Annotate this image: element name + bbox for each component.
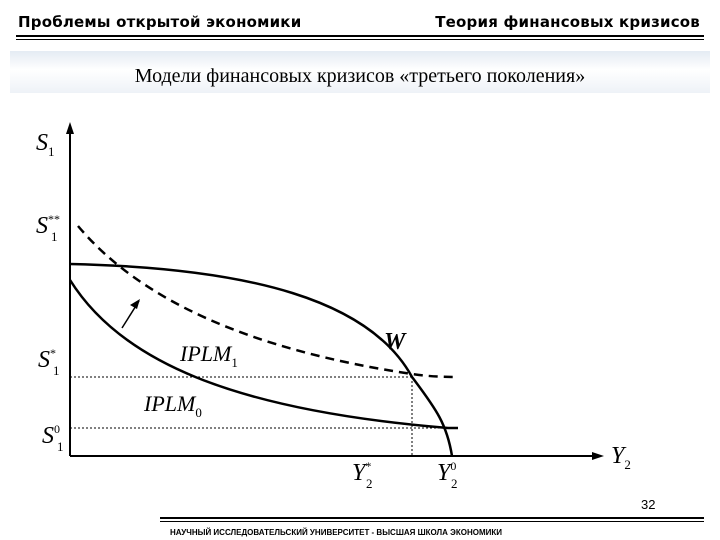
- slide-title: Модели финансовых кризисов «третьего поколения»: [134, 65, 586, 87]
- shift-arrow-head: [130, 299, 140, 309]
- s1-zero-label: $S^0$ 1: [42, 422, 64, 454]
- w-curve: [70, 264, 452, 456]
- iplm1-label: $IPLM_1$: [180, 341, 238, 370]
- page-number: 32: [641, 497, 656, 512]
- s1-star-label: S* 1: [38, 346, 60, 378]
- y-axis-label: $S_1$: [36, 130, 55, 159]
- x-axis-label: $Y_2$: [611, 443, 631, 472]
- y-axis-arrow: [66, 122, 74, 134]
- s1-double-star-label: S** 1: [36, 212, 60, 244]
- iplm0-label: $IPLM_0$: [144, 391, 202, 420]
- header-right-title: Теория финансовых кризисов: [435, 13, 700, 31]
- footer-text: НАУЧНЫЙ ИССЛЕДОВАТЕЛЬСКИЙ УНИВЕРСИТЕТ - ВЫСШАЯ ШКОЛА ЭКОНОМИКИ: [170, 528, 503, 537]
- w-curve-label: W: [384, 329, 406, 355]
- footer-rule: [160, 517, 704, 519]
- header-left-title: Проблемы открытой экономики: [18, 13, 302, 31]
- x-axis-arrow: [592, 452, 604, 460]
- y2-star-label: Y* 2: [352, 459, 373, 491]
- y2-zero-label: $Y^0$ 2: [437, 459, 458, 491]
- footer-rule-thin: [160, 521, 704, 522]
